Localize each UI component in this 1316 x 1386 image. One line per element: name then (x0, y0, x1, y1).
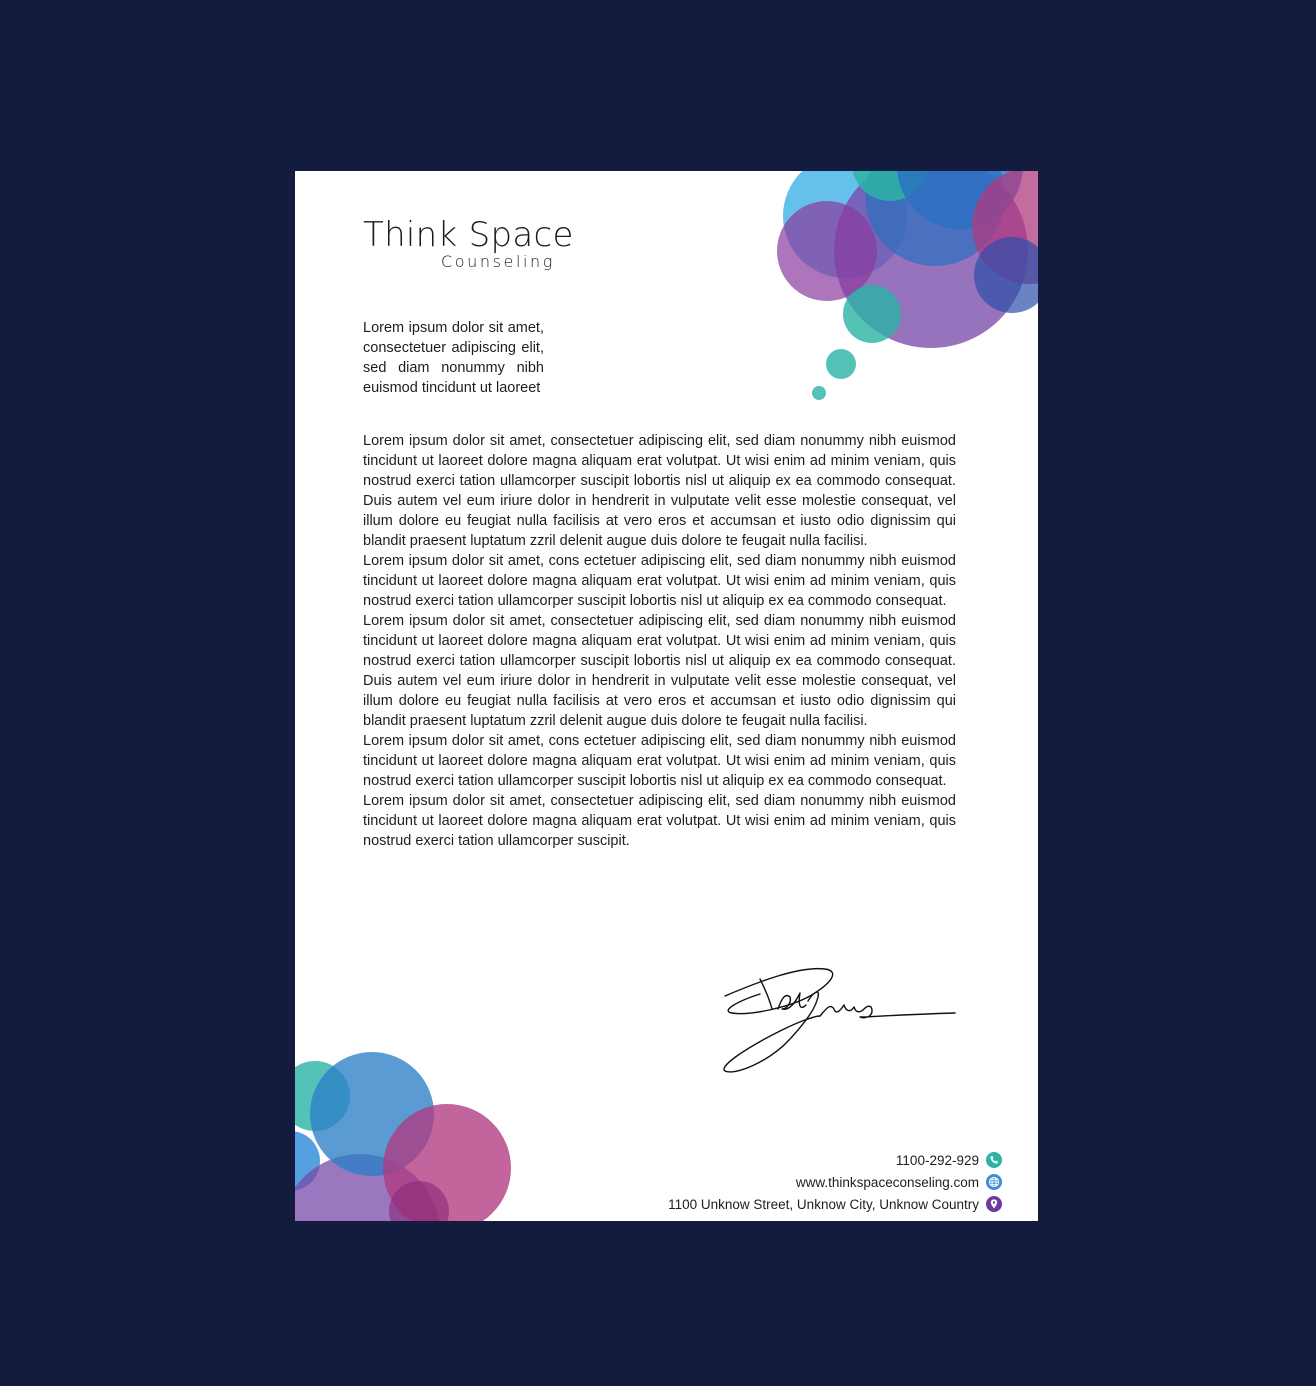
phone-row (562, 1149, 1002, 1171)
logo-title: Think Space (363, 215, 574, 255)
phone-number[interactable]: 1100-292-929 (895, 1152, 979, 1168)
intro-text: Lorem ipsum dolor sit amet, consectetuer adipiscing elit, sed diam nonummy nibh euismod tincidunt ut laoreet (363, 320, 544, 396)
logo-subtitle: Counseling (440, 252, 555, 271)
handwritten-signature (720, 961, 960, 1081)
website-row (562, 1171, 1002, 1193)
body-paragraph: Lorem ipsum dolor sit amet, cons ectetuer adipiscing elit, sed diam nonummy nibh euismod tincidunt ut laoreet dolore magna aliquam erat volutpat. Ut wisi enim ad minim veniam, quis nostrud exerci tation ullamcorper suscipit lobortis nisl ut aliquip ex ea commodo consequat. (363, 553, 956, 609)
letterhead-page (295, 171, 1038, 1221)
body-paragraph: Lorem ipsum dolor sit amet, consectetuer adipiscing elit, sed diam nonummy nibh euismod tincidunt ut laoreet dolore magna aliquam erat volutpat. Ut wisi enim ad minim veniam, quis nostrud exerci tation ullamcorper suscipit lobortis nisl ut aliquip ex ea commodo consequat. Duis autem vel eum iriure dolor in hendrerit in vulputate velit esse molestie consequat, vel illum dolore eu feugiat nulla facilisis at vero eros et accumsan et iusto odio dignissim qui blandit praesent luptatum zzril delenit augue duis dolore te feugait nulla facilisi. (363, 433, 956, 549)
phone-icon (986, 1152, 1002, 1168)
location-pin-icon (986, 1196, 1002, 1212)
website-link[interactable]: www.thinkspaceconseling.com (795, 1174, 979, 1190)
address-text: 1100 Unknow Street, Unknow City, Unknow Country (668, 1196, 979, 1212)
globe-icon (986, 1174, 1002, 1190)
body-paragraph: Lorem ipsum dolor sit amet, consectetuer adipiscing elit, sed diam nonummy nibh euismod tincidunt ut laoreet dolore magna aliquam erat volutpat. Ut wisi enim ad minim veniam, quis nostrud exerci tation ullamcorper suscipit lobortis nisl ut aliquip ex ea commodo consequat. Duis autem vel eum iriure dolor in hendrerit in vulputate velit esse molestie consequat, vel illum dolore eu feugiat nulla facilisis at vero eros et accumsan et iusto odio dignissim qui blandit praesent luptatum zzril delenit augue duis dolore te feugait nulla facilisi. (363, 613, 956, 729)
contact-info (562, 1149, 1002, 1215)
letter-body (363, 431, 956, 851)
body-paragraph: Lorem ipsum dolor sit amet, cons ectetuer adipiscing elit, sed diam nonummy nibh euismod tincidunt ut laoreet dolore magna aliquam erat volutpat. Ut wisi enim ad minim veniam, quis nostrud exerci tation ullamcorper suscipit lobortis nisl ut aliquip ex ea commodo consequat. (363, 733, 956, 789)
decorative-bubbles-bottom (295, 1041, 555, 1221)
address-row (562, 1193, 1002, 1215)
body-paragraph: Lorem ipsum dolor sit amet, consectetuer adipiscing elit, sed diam nonummy nibh euismod tincidunt ut laoreet dolore magna aliquam erat volutpat. Ut wisi enim ad minim veniam, quis nostrud exerci tation ullamcorper suscipit. (363, 793, 956, 849)
company-logo (363, 215, 574, 271)
